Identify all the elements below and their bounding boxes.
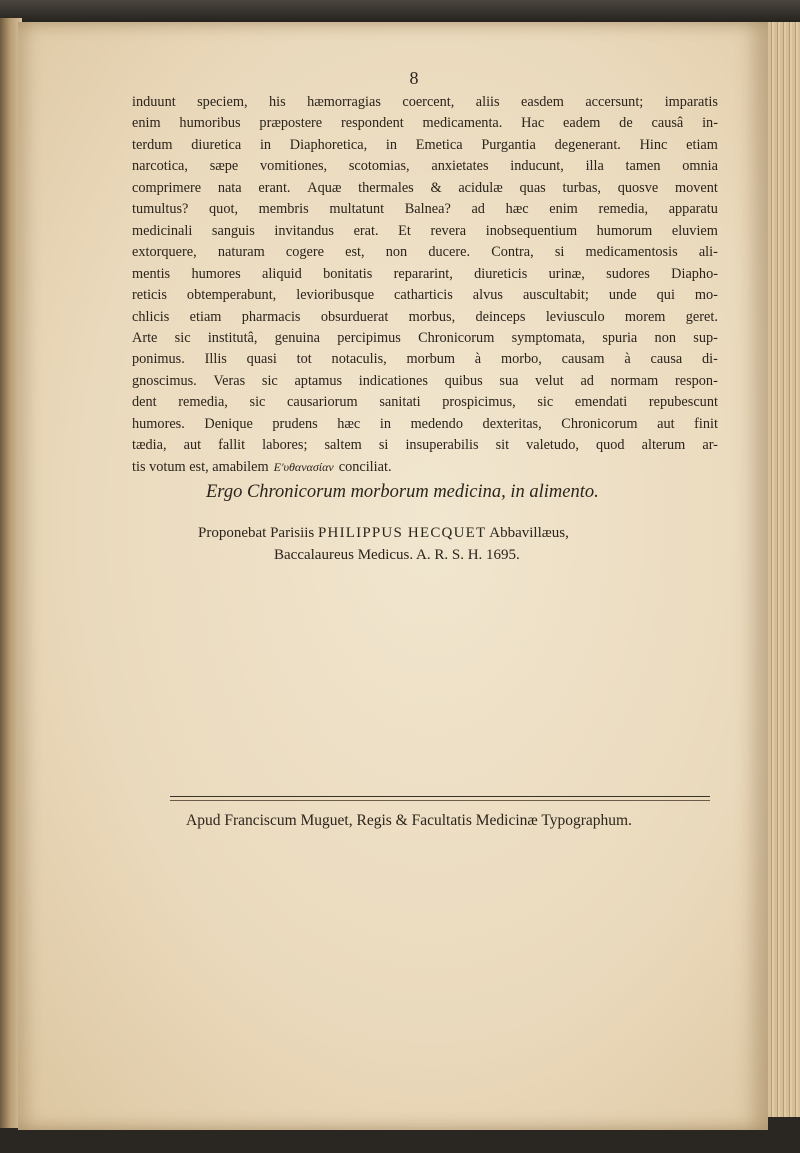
word: symptomata, xyxy=(511,329,586,346)
word: hæc xyxy=(337,415,361,432)
word: gnoscimus. xyxy=(132,372,197,389)
word: tamen xyxy=(625,158,661,175)
word: à xyxy=(624,351,631,368)
greek-word: Ε'υθανασίαν xyxy=(273,459,334,474)
word: indicationes xyxy=(358,372,428,389)
word: Veras xyxy=(213,372,246,389)
word: fallit xyxy=(218,437,246,454)
word: aut xyxy=(657,415,675,432)
word: alterum xyxy=(641,437,686,454)
word: sudores xyxy=(606,265,650,282)
divider-rule xyxy=(170,796,710,797)
word: scotomias, xyxy=(348,158,410,175)
word: bonitatis xyxy=(323,265,373,282)
word: præpostere xyxy=(259,115,323,132)
word: humores xyxy=(191,265,241,282)
word: quod xyxy=(595,437,625,454)
word: comprimere xyxy=(132,179,202,196)
word: Chronicorum xyxy=(418,329,495,346)
word: invitandus xyxy=(274,222,334,239)
word: aliquid xyxy=(262,265,302,282)
conclusion-heading: Ergo Chronicorum morborum medicina, in alimento. xyxy=(206,482,599,502)
word: à xyxy=(474,351,482,368)
word: eadem xyxy=(563,115,601,132)
word: cogere xyxy=(285,244,324,261)
word: Et xyxy=(398,222,411,239)
word: in xyxy=(385,136,398,153)
word: ad xyxy=(580,372,594,389)
word: repararint, xyxy=(393,265,453,282)
text-line xyxy=(132,371,718,392)
text-line xyxy=(132,199,718,220)
word: sic xyxy=(174,329,191,346)
word: coercent, xyxy=(402,94,455,110)
word: levioribusque xyxy=(296,287,375,304)
word: spuria xyxy=(602,329,638,346)
word: sup- xyxy=(693,329,718,346)
word: vomitiones, xyxy=(260,158,328,175)
divider-rule-thin xyxy=(170,800,710,801)
word: ali- xyxy=(698,244,718,261)
word: erant. xyxy=(258,179,291,196)
word: extorquere, xyxy=(132,244,197,261)
word: humorum xyxy=(596,222,653,239)
word: Diapho- xyxy=(671,265,718,282)
text-line xyxy=(132,92,718,113)
word: causâ xyxy=(651,115,684,132)
word: leviusculo xyxy=(545,308,605,325)
printer-imprint: Apud Franciscum Muguet, Regis & Facultatis Medicinæ Typographum. xyxy=(186,812,632,829)
page-number: 8 xyxy=(409,68,419,88)
word: emendati xyxy=(574,394,628,411)
word: mo- xyxy=(694,287,718,304)
text-line xyxy=(132,156,718,177)
word: finit xyxy=(694,415,718,432)
word: & xyxy=(430,179,442,196)
word: Diaphoretica, xyxy=(289,136,368,153)
word: morem xyxy=(624,308,666,325)
word: normam xyxy=(610,372,659,389)
word: erat. xyxy=(353,222,379,239)
word: quibus xyxy=(444,372,483,389)
word: obsurduerat xyxy=(320,308,389,325)
word: ducere. xyxy=(428,244,471,261)
word: in- xyxy=(702,115,718,132)
word: movent xyxy=(674,179,718,196)
word: nata xyxy=(217,179,242,196)
word: humores. xyxy=(132,415,185,432)
word: sit xyxy=(495,437,510,454)
word: accersunt; xyxy=(585,94,644,110)
word: Hinc xyxy=(639,136,668,153)
word: medendo xyxy=(410,415,463,432)
word: repubescunt xyxy=(648,394,718,411)
word: etiam xyxy=(686,136,718,153)
word: est, xyxy=(345,244,365,261)
word: non xyxy=(654,329,676,346)
word: di- xyxy=(702,351,718,368)
word: omnia xyxy=(682,158,718,175)
word: remedia, xyxy=(178,394,228,411)
word: morbo, xyxy=(500,351,542,368)
word: inducunt, xyxy=(510,158,564,175)
text-line xyxy=(132,349,718,370)
word: morbum xyxy=(406,351,455,368)
word: Chronicorum xyxy=(561,415,638,432)
word: prudens xyxy=(272,415,318,432)
word: anxietates xyxy=(431,158,489,175)
word: sæpe xyxy=(209,158,239,175)
word: thermales xyxy=(358,179,414,196)
word: revera xyxy=(430,222,467,239)
text-line xyxy=(132,135,718,156)
word: aliis xyxy=(475,94,500,110)
word: prospicimus, xyxy=(442,394,516,411)
text-line xyxy=(132,178,718,199)
word: si xyxy=(554,244,565,261)
text-line xyxy=(132,392,718,413)
word: narcotica, xyxy=(132,158,188,175)
word: sic xyxy=(249,394,266,411)
word: Arte xyxy=(132,329,158,346)
proponent-origin: Abbavillæus, xyxy=(489,525,569,541)
word: Illis xyxy=(204,351,227,368)
word: chlicis xyxy=(132,308,170,325)
word: degenerant. xyxy=(554,136,621,153)
word: his xyxy=(268,94,286,110)
word: Contra, xyxy=(491,244,534,261)
word: Purgantia xyxy=(481,136,536,153)
text-line xyxy=(132,328,718,349)
text-line xyxy=(132,264,718,285)
word: naturam xyxy=(217,244,265,261)
word: velut xyxy=(535,372,564,389)
word: insuperabilis xyxy=(405,437,479,454)
word: tumultus? xyxy=(132,201,189,218)
word: valetudo, xyxy=(526,437,579,454)
text-line xyxy=(132,414,718,435)
word: turbas, xyxy=(562,179,601,196)
word: Emetica xyxy=(415,136,463,153)
word: obtemperabunt, xyxy=(186,287,277,304)
word: labores; xyxy=(262,437,308,454)
word: easdem xyxy=(521,94,564,110)
word: multatunt xyxy=(329,201,385,218)
proponent-degree-date: Baccalaureus Medicus. A. R. S. H. 1695. xyxy=(274,547,520,563)
word: aut xyxy=(183,437,202,454)
word: diuretica xyxy=(191,136,242,153)
word: hæc xyxy=(505,201,529,218)
word: pharmacis xyxy=(241,308,301,325)
word: speciem, xyxy=(197,94,248,110)
proponent-block xyxy=(198,522,718,566)
word: enim xyxy=(132,115,161,132)
word: induunt xyxy=(132,94,176,110)
word: apparatu xyxy=(668,201,718,218)
proponent-prefix: Proponebat Parisiis xyxy=(198,525,315,541)
word: quosve xyxy=(617,179,659,196)
word: ar- xyxy=(702,437,718,454)
word: qui xyxy=(656,287,675,304)
text-line xyxy=(132,307,718,328)
word: medicamenta. xyxy=(422,115,503,132)
word: in xyxy=(259,136,272,153)
word: ponimus. xyxy=(132,351,185,368)
word: quot, xyxy=(209,201,239,218)
word: non xyxy=(385,244,408,261)
word: dent xyxy=(132,394,157,411)
body-paragraph xyxy=(132,92,718,478)
word: medicamentosis xyxy=(585,244,678,261)
word: mentis xyxy=(132,265,171,282)
word: respon- xyxy=(674,372,718,389)
word: membris xyxy=(258,201,309,218)
word: reticis xyxy=(132,287,167,304)
word: institutâ, xyxy=(207,329,258,346)
text-line xyxy=(132,285,718,306)
word: sic xyxy=(261,372,278,389)
word: saltem xyxy=(324,437,362,454)
text-line xyxy=(132,242,718,263)
word: aptamus xyxy=(294,372,343,389)
word: Aquæ xyxy=(307,179,342,196)
word: etiam xyxy=(189,308,222,325)
word: dexteritas, xyxy=(482,415,542,432)
word: si xyxy=(378,437,389,454)
word: remedia, xyxy=(598,201,649,218)
word: sanitati xyxy=(379,394,421,411)
word: auscultabit; xyxy=(522,287,589,304)
word: ad xyxy=(471,201,485,218)
word: acidulæ xyxy=(458,179,503,196)
word: sanguis xyxy=(211,222,255,239)
word: causa xyxy=(650,351,683,368)
word: in xyxy=(379,415,391,432)
word: Balnea? xyxy=(404,201,451,218)
word: Denique xyxy=(204,415,253,432)
word: medicinali xyxy=(132,222,193,239)
word: terdum xyxy=(132,136,173,153)
word: unde xyxy=(608,287,637,304)
word: causariorum xyxy=(287,394,358,411)
word: de xyxy=(619,115,633,132)
text-line xyxy=(132,221,718,242)
word: humoribus xyxy=(179,115,241,132)
word: morbus, xyxy=(408,308,456,325)
word: illa xyxy=(585,158,604,175)
word: hæmorragias xyxy=(307,94,381,110)
text-line xyxy=(132,113,718,134)
word: eluviem xyxy=(671,222,718,239)
word: alvus xyxy=(472,287,503,304)
word: enim xyxy=(549,201,578,218)
word: urinæ, xyxy=(548,265,585,282)
word: sic xyxy=(537,394,554,411)
word: deinceps xyxy=(475,308,526,325)
word: notaculis, xyxy=(331,351,387,368)
text-line xyxy=(132,435,718,456)
word: inobsequentium xyxy=(485,222,578,239)
word: quasi xyxy=(246,351,277,368)
word: tot xyxy=(296,351,312,368)
word: diureticis xyxy=(474,265,528,282)
word: imparatis xyxy=(664,94,718,110)
word: Hac xyxy=(521,115,545,132)
word: quas xyxy=(519,179,546,196)
proponent-name: PHILIPPUS HECQUET xyxy=(318,525,487,541)
word: respondent xyxy=(340,115,404,132)
word: genuina xyxy=(274,329,321,346)
word: tædia, xyxy=(132,437,167,454)
word: catharticis xyxy=(394,287,453,304)
text-line-last: tis votum est, amabilem Ε'υθανασίαν conciliat. xyxy=(132,457,718,478)
word: percipimus xyxy=(337,329,401,346)
word: sua xyxy=(499,372,519,389)
word: geret. xyxy=(685,308,718,325)
word: causam xyxy=(561,351,605,368)
